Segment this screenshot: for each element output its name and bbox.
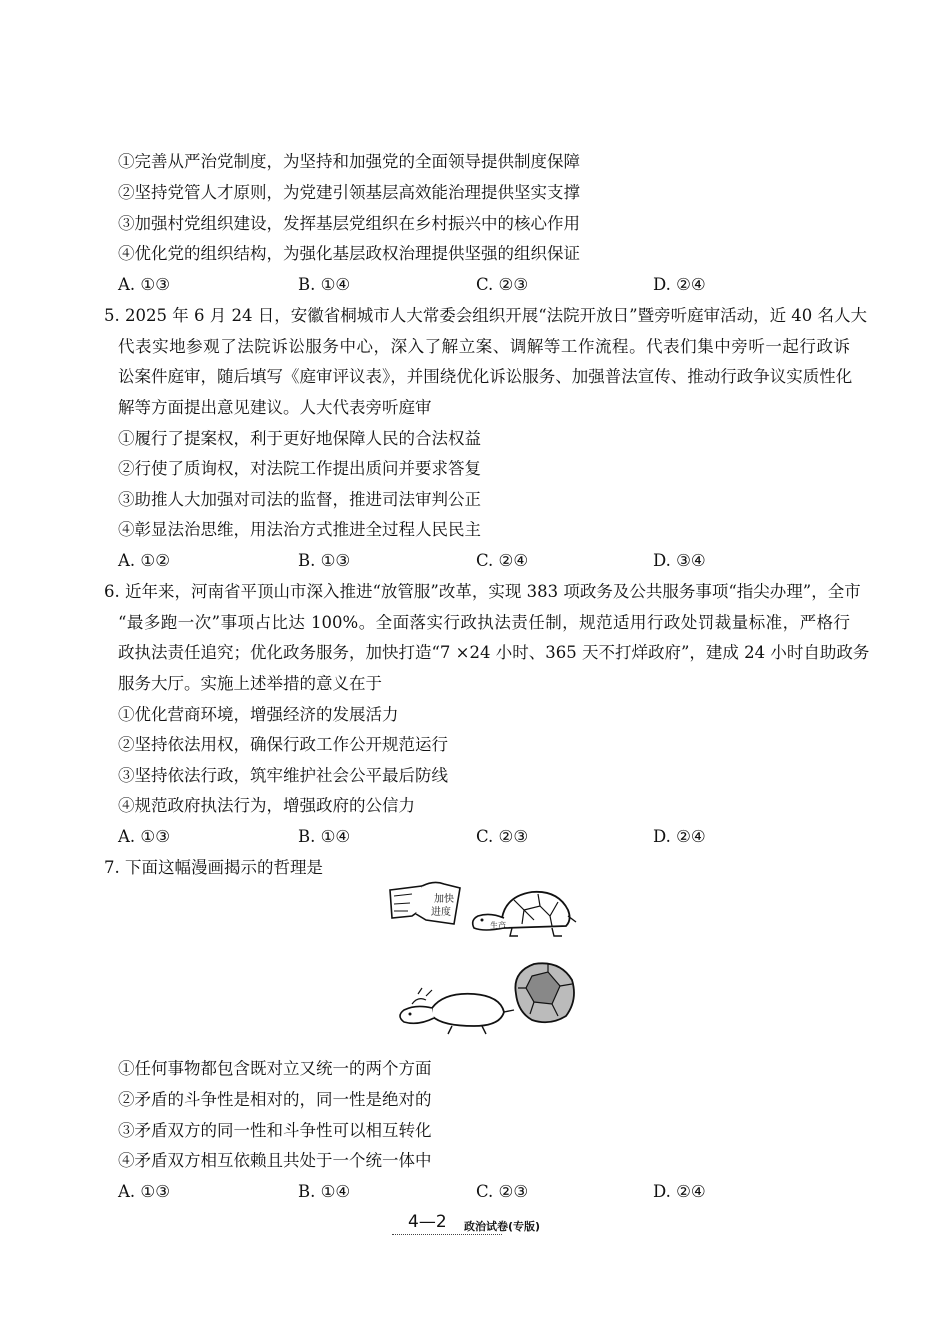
q4-choices [118,275,838,295]
paper-text-1: 加快 [434,894,454,905]
q6-choice-a: A. ①③ [118,827,170,846]
q7-statement-2: ②矛盾的斗争性是相对的，同一性是绝对的 [118,1090,432,1109]
running-turtle-body-icon [400,988,514,1034]
q7-stem-line-1: 7. 下面这幅漫画揭示的哲理是 [104,858,323,877]
q6-stem-line-1: 6. 近年来，河南省平顶山市深入推进“放管服”改革，实现 383 项政务及公共服务事项“指尖办理”，全市 [104,582,861,601]
q6-statement-3: ③坚持依法行政，筑牢维护社会公平最后防线 [118,766,448,785]
q5-statement-1: ①履行了提案权，利于更好地保障人民的合法权益 [118,429,481,448]
turtle-label: 生产 [490,921,506,930]
q7-statement-3: ③矛盾双方的同一性和斗争性可以相互转化 [118,1121,432,1140]
q5-choice-b: B. ①③ [298,551,351,570]
q4-statement-3: ③加强村党组织建设，发挥基层党组织在乡村振兴中的核心作用 [118,214,580,233]
q5-choice-d: D. ③④ [653,551,706,570]
q7-choice-d: D. ②④ [653,1182,706,1201]
q4-choice-c: C. ②③ [476,275,529,294]
q5-choice-a: A. ①② [118,551,170,570]
q4-statement-2: ②坚持党管人才原则，为党建引领基层高效能治理提供坚实支撑 [118,183,580,202]
q7-choices [118,1182,838,1202]
q6-choice-b: B. ①④ [298,827,351,846]
q6-choices [118,827,838,847]
q5-stem-line-4: 解等方面提出意见建议。人大代表旁听庭审 [118,398,432,417]
q6-statement-4: ④规范政府执法行为，增强政府的公信力 [118,796,415,815]
q6-stem-line-3: 政执法责任追究；优化政务服务，加快打造“7 ×24 小时、365 天不打烊政府”，建成 24 小时自助政务 [118,643,870,662]
q6-choice-d: D. ②④ [653,827,706,846]
hand-with-paper-icon [390,882,460,924]
q7-choice-b: B. ①④ [298,1182,351,1201]
exam-label: 政治试卷(专版) [464,1220,541,1233]
page-number: 4—2 [408,1212,447,1232]
q6-statement-2: ②坚持依法用权，确保行政工作公开规范运行 [118,735,448,754]
q5-choices [118,551,838,571]
q6-stem-line-4: 服务大厅。实施上述举措的意义在于 [118,674,382,693]
walking-turtle-icon [473,892,576,936]
q7-statement-4: ④矛盾双方相互依赖且共处于一个统一体中 [118,1151,432,1170]
q4-choice-a: A. ①③ [118,275,170,294]
q4-statement-4: ④优化党的组织结构，为强化基层政权治理提供坚强的组织保证 [118,244,580,263]
q7-choice-c: C. ②③ [476,1182,529,1201]
q7-choice-a: A. ①③ [118,1182,170,1201]
cartoon-illustration [382,876,592,1056]
q5-statement-3: ③助推人大加强对司法的监督，推进司法审判公正 [118,490,481,509]
q5-stem-line-3: 讼案件庭审，随后填写《庭审评议表》，并围绕优化诉讼服务、加强普法宣传、推动行政争议实质性化 [118,367,853,386]
q5-statement-4: ④彰显法治思维，用法治方式推进全过程人民民主 [118,520,481,539]
q4-choice-d: D. ②④ [653,275,706,294]
q6-choice-c: C. ②③ [476,827,529,846]
q7-statement-1: ①任何事物都包含既对立又统一的两个方面 [118,1059,432,1078]
page-footer [392,1210,582,1240]
q4-statement-1: ①完善从严治党制度，为坚持和加强党的全面领导提供制度保障 [118,152,580,171]
q6-stem-line-2: “最多跑一次”事项占比达 100%。全面落实行政执法责任制，规范适用行政处罚裁量标准，严格行 [118,613,850,632]
paper-text-2: 进度 [431,907,451,918]
q5-stem-line-2: 代表实地参观了法院诉讼服务中心，深入了解立案、调解等工作流程。代表们集中旁听一起行政诉 [118,337,850,356]
q5-choice-c: C. ②④ [476,551,529,570]
q4-choice-b: B. ①④ [298,275,351,294]
shell-icon [515,963,574,1022]
q5-stem-line-1: 5. 2025 年 6 月 24 日，安徽省桐城市人大常委会组织开展“法院开放日”暨旁听庭审活动，近 40 名人大 [104,306,868,325]
q6-statement-1: ①优化营商环境，增强经济的发展活力 [118,705,399,724]
q5-statement-2: ②行使了质询权，对法院工作提出质问并要求答复 [118,459,481,478]
footer-rule [392,1234,502,1235]
